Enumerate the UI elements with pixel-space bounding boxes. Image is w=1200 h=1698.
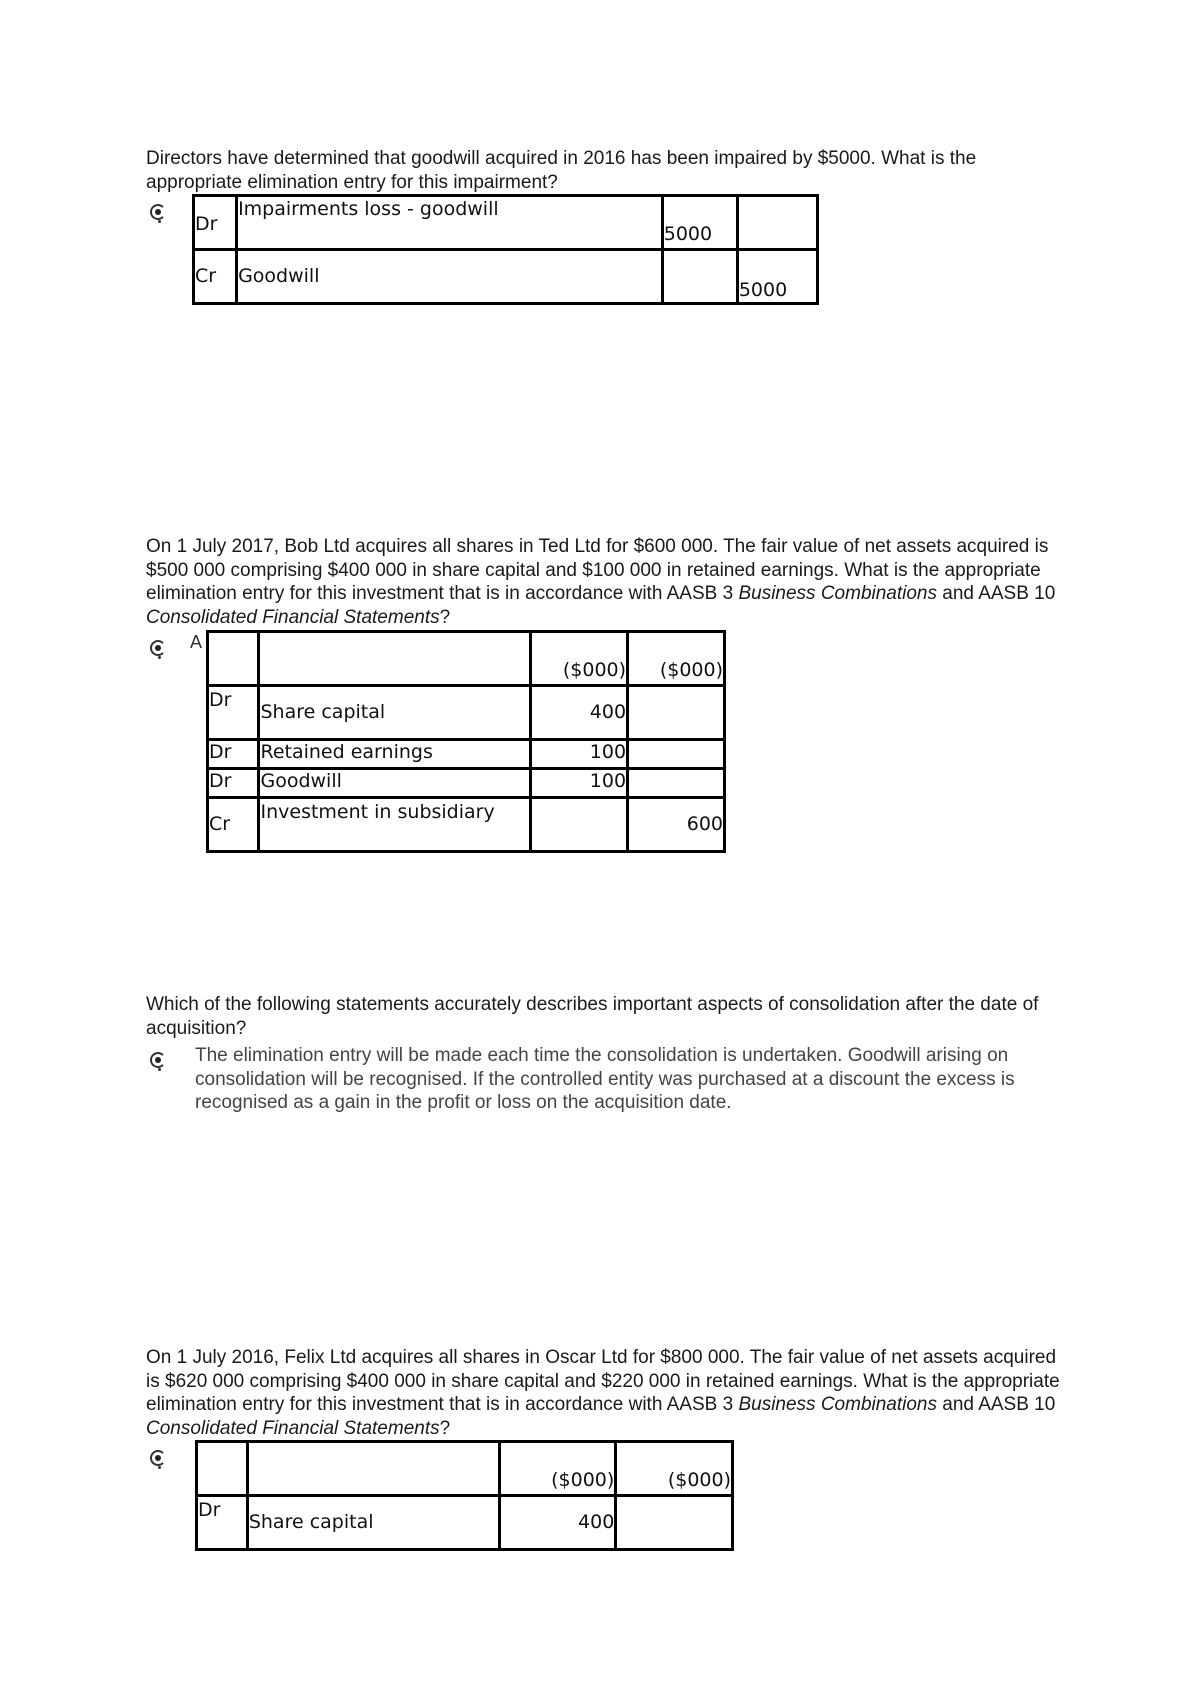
credit-header: ($000) <box>616 1442 733 1496</box>
account-cell: Goodwill <box>259 769 531 798</box>
radio-icon[interactable] <box>150 1052 170 1072</box>
debit-cell: 400 <box>499 1496 616 1550</box>
debit-cell <box>531 798 628 852</box>
table-row <box>194 250 818 304</box>
account-cell: Investment in subsidiary <box>259 798 531 852</box>
journal-entry-table <box>206 630 726 853</box>
credit-cell <box>737 196 817 250</box>
table-row <box>208 798 725 852</box>
account-cell: Share capital <box>259 686 531 740</box>
debit-header: ($000) <box>499 1442 616 1496</box>
credit-cell <box>628 686 725 740</box>
table-row <box>208 632 725 686</box>
debit-cell: 400 <box>531 686 628 740</box>
answer-option-text[interactable]: The elimination entry will be made each time the consolidation is undertaken. Goodwill arising on consolidation will be recognised. If the controlled entity was purchased at a discount the excess is recognised as a gain in the profit or loss on the acquisition date. <box>195 1045 1015 1113</box>
credit-header: ($000) <box>628 632 725 686</box>
question-4-text: On 1 July 2016, Felix Ltd acquires all shares in Oscar Ltd for $800 000. The fair value of net assets acquired is $620 000 comprising $400 000 in share capital and $220 000 in retained earnings. What is the appropriate elimination entry for this investment that is in accordance with AASB 3 Business Combinations and AASB 10 Consolidated Financial Statements? <box>146 1347 1060 1439</box>
radio-icon[interactable] <box>150 204 170 224</box>
journal-entry-table <box>192 194 819 305</box>
journal-entry-table <box>195 1440 734 1551</box>
debit-cell: 100 <box>531 769 628 798</box>
debit-cell: 5000 <box>662 196 737 250</box>
table-row <box>194 196 818 250</box>
credit-cell <box>616 1496 733 1550</box>
question-1-text: Directors have determined that goodwill acquired in 2016 has been impaired by $5000. What is the appropriate elimination entry for this impairment? <box>146 148 977 193</box>
credit-cell: 600 <box>628 798 725 852</box>
account-cell: Share capital <box>247 1496 499 1550</box>
side-cell: Cr <box>194 250 237 304</box>
side-cell: Dr <box>208 769 259 798</box>
table-row <box>208 769 725 798</box>
side-cell: Dr <box>194 196 237 250</box>
table-row <box>197 1496 733 1550</box>
radio-icon[interactable] <box>150 1450 170 1470</box>
side-cell: Dr <box>208 686 259 740</box>
debit-cell <box>662 250 737 304</box>
side-cell: Cr <box>208 798 259 852</box>
question-2-text: On 1 July 2017, Bob Ltd acquires all shares in Ted Ltd for $600 000. The fair value of net assets acquired is $500 000 comprising $400 000 in share capital and $100 000 in retained earnings. What is the appropriate elimination entry for this investment that is in accordance with AASB 3 Business Combinations and AASB 10 Consolidated Financial Statements? <box>146 536 1056 628</box>
credit-cell: 5000 <box>737 250 817 304</box>
radio-icon[interactable] <box>150 640 170 660</box>
table-row <box>208 686 725 740</box>
table-row <box>208 740 725 769</box>
debit-header: ($000) <box>531 632 628 686</box>
question-3-text: Which of the following statements accurately describes important aspects of consolidation after the date of acquisition? <box>146 994 1039 1039</box>
credit-cell <box>628 740 725 769</box>
account-cell: Impairments loss - goodwill <box>237 196 663 250</box>
side-cell: Dr <box>197 1496 248 1550</box>
table-row <box>197 1442 733 1496</box>
account-cell: Retained earnings <box>259 740 531 769</box>
side-cell: Dr <box>208 740 259 769</box>
debit-cell: 100 <box>531 740 628 769</box>
option-letter: A <box>190 632 203 652</box>
account-cell: Goodwill <box>237 250 663 304</box>
credit-cell <box>628 769 725 798</box>
